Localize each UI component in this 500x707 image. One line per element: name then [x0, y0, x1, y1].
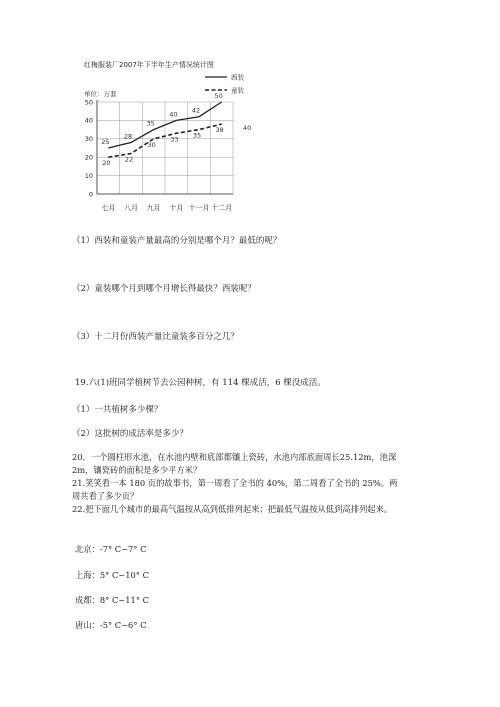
- x-tick-label: 八月: [124, 204, 138, 212]
- legend-label-suits: 西装: [231, 73, 244, 82]
- x-tick-label: 十二月: [211, 204, 233, 212]
- chart-svg: [60, 52, 260, 217]
- x-tick-label: 十月: [169, 204, 184, 212]
- problem-19: 19.六(1)班同学植树节去公园种树，有 114 棵成活，6 棵没成活。: [75, 378, 326, 388]
- data-label: 20: [102, 159, 111, 168]
- data-label: 28: [123, 132, 133, 141]
- data-label: 40: [169, 110, 178, 119]
- data-label: 38: [215, 126, 224, 135]
- extra-data-label: 40: [243, 123, 252, 132]
- city-tangshan: 唐山：-5° C~6° C: [75, 620, 147, 630]
- data-label: 35: [192, 131, 202, 140]
- production-chart: [60, 52, 260, 217]
- y-tick-label: 30: [84, 135, 93, 144]
- question-1: （1）西装和童装产量最高的分别是哪个月？最低的呢？: [72, 236, 282, 246]
- data-label: 25: [101, 138, 110, 146]
- y-tick-label: 40: [84, 116, 93, 125]
- problem-22: 22.把下面几个城市的最高气温按从高到低排列起来；把最低气温按从低到高排列起来。: [72, 504, 393, 514]
- y-tick-label: 50: [84, 98, 93, 107]
- y-tick-label: 0: [88, 190, 93, 199]
- problem-21: 21.笑笑看一本 180 页的故事书，第一周看了全书的 40%，第二周看了全书的 25%。两周共看了多少页？: [72, 478, 398, 501]
- data-label: 50: [214, 92, 223, 100]
- city-shanghai: 上海：5° C~10° C: [75, 570, 149, 580]
- x-tick-label: 九月: [146, 204, 161, 212]
- problem-20: 20．一个圆柱形水池，在水池内壁和底部都镶上瓷砖，水池内部底面周长25.12m，池深 2m，镶瓷砖的面积是多少平方米？: [72, 452, 397, 475]
- city-chengdu: 成都：8° C~11° C: [75, 595, 149, 605]
- data-label: 35: [146, 119, 155, 128]
- data-label: 30: [147, 140, 156, 149]
- problem-19-part-2: （2）这批树的成活率是多少？: [72, 429, 188, 439]
- data-label: 33: [170, 135, 179, 144]
- legend-label-kids: 童装: [231, 86, 244, 95]
- chart-title: 红梅服装厂2007年下半年生产情况统计图: [84, 61, 214, 69]
- y-tick-label: 20: [84, 153, 93, 162]
- x-tick-label: 七月: [101, 204, 116, 212]
- city-beijing: 北京：-7° C~7° C: [75, 544, 147, 554]
- unit-label: 单位：万套: [84, 90, 117, 98]
- data-label: 42: [191, 106, 201, 115]
- x-tick-label: 十一月: [188, 204, 210, 212]
- problem-19-part-1: （1）一共植树多少棵？: [72, 405, 163, 415]
- question-2: （2）童装哪个月到哪个月增长得最快？西装呢？: [72, 284, 256, 294]
- data-label: 22: [124, 155, 134, 164]
- question-3: （3）十二月份西装产量比童装多百分之几？: [72, 332, 239, 342]
- y-tick-label: 10: [84, 171, 93, 180]
